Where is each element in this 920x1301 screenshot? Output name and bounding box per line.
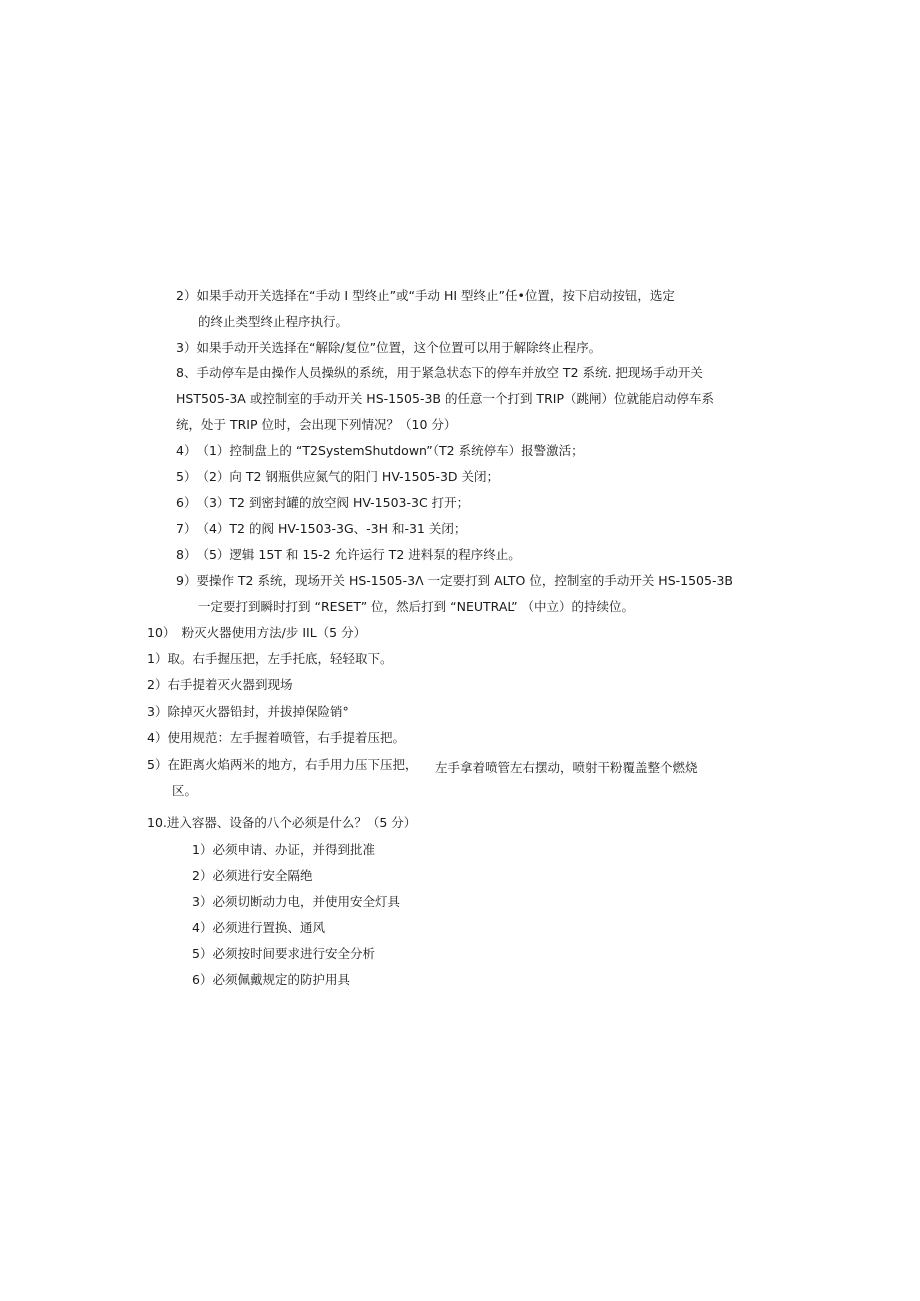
text-line: 3）除掉灭火器铅封，并拔掉保险销° — [147, 704, 349, 719]
text-line: 3）如果手动开关选择在“解除/复位”位置，这个位置可以用于解除终止程序。 — [176, 340, 602, 355]
text-line: 8） （5）逻辑 15T 和 15-2 允许运行 T2 进料泵的程序终止。 — [176, 547, 521, 562]
text-line: HST505-3A 或控制室的手动开关 HS-1505-3B 的任意一个打到 TRIP（跳闸）位就能启动停车系 — [176, 391, 714, 406]
text-line: 1）取。右手握压把，左手托底，轻轻取下。 — [147, 651, 393, 666]
list-item: 5）必须按时间要求进行安全分析 — [192, 946, 375, 961]
list-item: 4）必须进行置换、通风 — [192, 920, 325, 935]
text-line: 6） （3）T2 到密封罐的放空阀 HV-1503-3C 打开； — [176, 495, 470, 510]
text-line: 8、手动停车是由操作人员操纵的系统，用于紧急状态下的停车并放空 T2 系统. 把现场手动开关 — [176, 365, 703, 380]
text-line: 5）在距离火焰两米的地方，右手用力压下压把， — [147, 757, 418, 772]
text-line: 2）如果手动开关选择在“手动 I 型终止”或“手动 HI 型终止”任•位置，按下启动按钮，选定 — [176, 288, 675, 303]
section-heading: 10.进入容器、设备的八个必须是什么？（5 分） — [147, 815, 417, 830]
section-heading: 10） 粉灭火器使用方法/步 IIL（5 分） — [147, 625, 367, 640]
list-item: 6）必须佩戴规定的防护用具 — [192, 972, 350, 987]
list-item: 2）必须进行安全隔绝 — [192, 868, 313, 883]
text-line: 4）使用规范：左手握着喷管，右手提着压把。 — [147, 730, 405, 745]
text-line: 左手拿着喷管左右摆动，喷射干粉覆盖整个燃烧 — [435, 760, 698, 775]
text-line: 4） （1）控制盘上的 “T2SystemShutdown”（T2 系统停车）报警激活； — [176, 443, 584, 458]
text-line: 2）右手提着灭火器到现场 — [147, 677, 293, 692]
text-line: 一定要打到瞬时打到 “RESET” 位，然后打到 “NEUTRAL” （中立）的持续位。 — [198, 599, 635, 614]
text-line: 统，处于 TRIP 位时，会出现下列情况？（10 分） — [176, 417, 457, 432]
text-line: 7） （4）T2 的阀 HV-1503-3G、-3H 和-31 关闭； — [176, 521, 467, 536]
text-line: 区。 — [172, 783, 198, 798]
list-item: 1）必须申请、办证，并得到批准 — [192, 842, 375, 857]
text-line: 9）要操作 T2 系统，现场开关 HS-1505-3Λ 一定要打到 ALTO 位，控制室的手动开关 HS-1505-3B — [176, 573, 733, 588]
text-line: 的终止类型终止程序执行。 — [198, 314, 349, 329]
text-line: 5） （2）向 T2 钢瓶供应氮气的阳门 HV-1505-3D 关闭； — [176, 469, 500, 484]
list-item: 3）必须切断动力电，并使用安全灯具 — [192, 894, 400, 909]
